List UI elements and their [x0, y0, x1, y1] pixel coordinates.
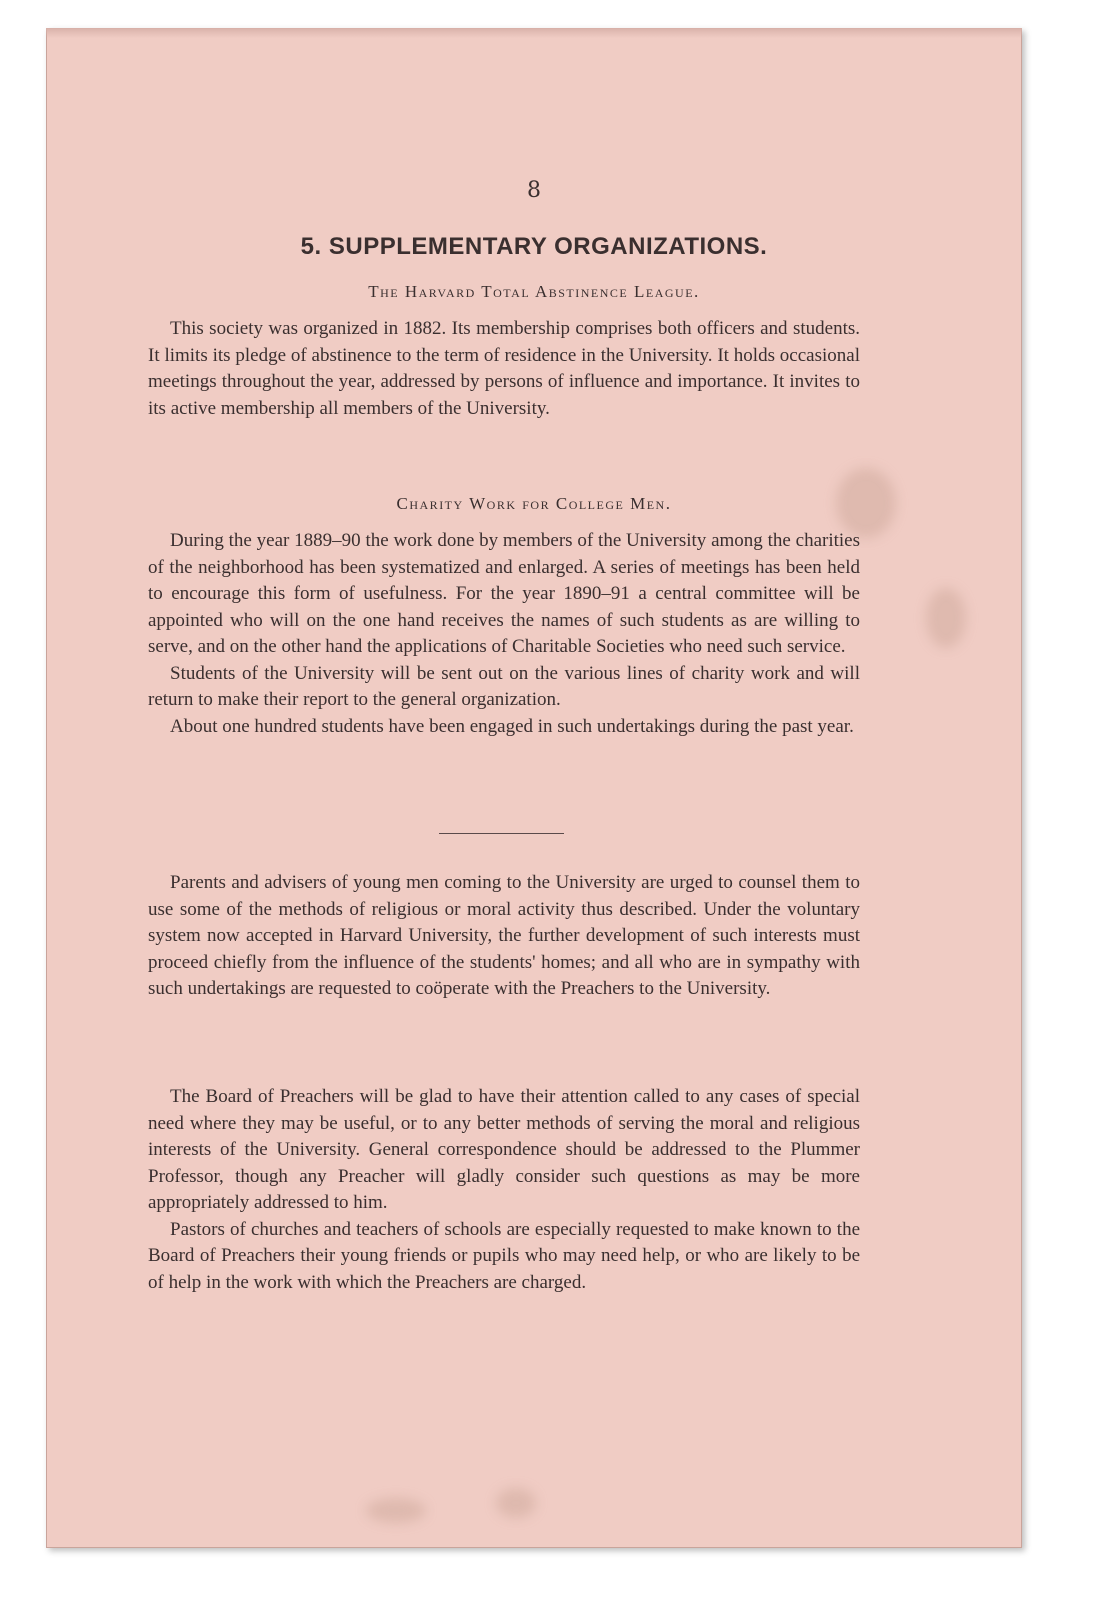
league-paragraph: This society was organized in 1882. Its membership comprises both officers and students. It limits its pledge of abstinence to the term of residence in the University. It holds occasional meetings throughout the year, addressed by persons of influence and importance. It invites to its active membership all members of the University. [148, 318, 860, 419]
paper-stain [496, 1488, 536, 1518]
section-divider [439, 833, 564, 834]
paper-stain [366, 1498, 426, 1523]
charity-paragraph-1: During the year 1889–90 the work done by members of the University among the charities of the neighborhood has been systematized and enlarged. A series of meetings has been held to encourage this form of usefulness. For the year 1890–91 a central committee will be appointed who will on the one hand receives the names of such students as are willing to serve, and on the other hand the applications of Charitable Societies who need such service. [148, 530, 860, 657]
paper-stain [926, 588, 966, 648]
parents-paragraph: Parents and advisers of young men coming to the University are urged to counsel them to use some of the methods of religious or moral activity thus described. Under the voluntary system now accepted in Harvard University, the further development of such interests must proceed chiefly from the influence of the students' homes; and all who are in sympathy with such undertakings are requested to coöperate with the Preachers to the University. [148, 872, 860, 999]
section-heading: 5. SUPPLEMENTARY ORGANIZATIONS. [300, 233, 768, 260]
charity-paragraph-2: Students of the University will be sent out on the various lines of charity work and will return to make their report to the general organization. [148, 662, 860, 710]
board-paragraph-1: The Board of Preachers will be glad to have their attention called to any cases of special need where they may be useful, or to any better methods of serving the moral and religious interests of the University. General correspondence should be addressed to the Plummer Professor, though any Preacher will gladly consider such questions as may be more appropriately addressed to him. [148, 1086, 860, 1213]
document-page [46, 28, 1022, 1548]
charity-section [148, 528, 860, 740]
league-title: The Harvard Total Abstinence League. [368, 282, 700, 301]
charity-paragraph-3: About one hundred students have been engaged in such undertakings during the past year. [170, 715, 854, 737]
board-section [148, 1084, 860, 1296]
page-number: 8 [527, 178, 541, 203]
board-paragraph-2: Pastors of churches and teachers of schools are especially requested to make known to the Board of Preachers their young friends or pupils who may need help, or who are likely to be of help in the work with which the Preachers are charged. [148, 1218, 860, 1293]
parents-section [148, 870, 860, 1003]
league-section [148, 316, 860, 422]
charity-title: Charity Work for College Men. [396, 494, 672, 513]
